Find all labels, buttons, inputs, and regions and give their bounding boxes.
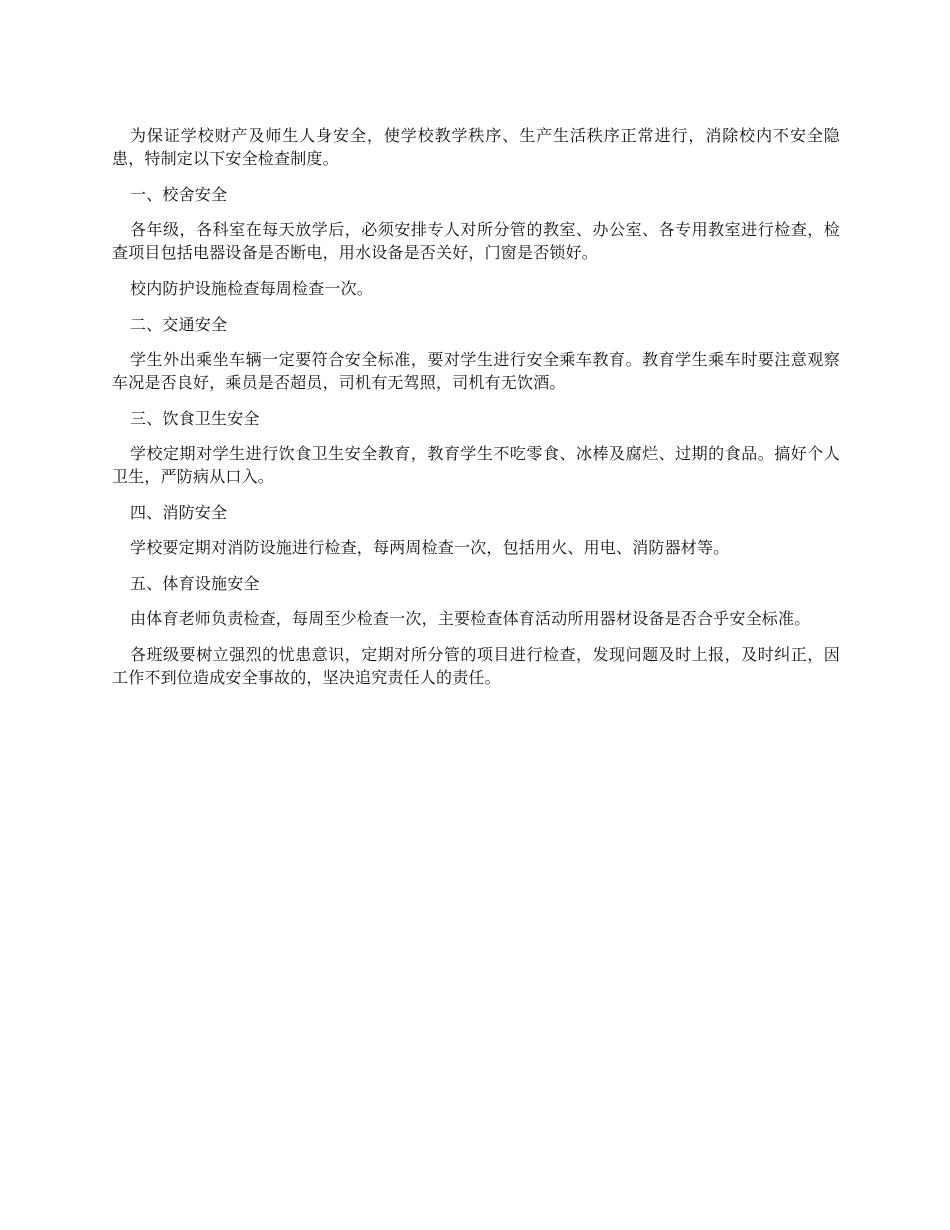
section-heading-school-buildings: 一、校舍安全	[130, 185, 228, 204]
traffic-paragraph: 学生外出乘坐车辆一定要符合安全标准，要对学生进行安全乘车教育。教育学生乘车时要注意观察车况是否良好，乘员是否超员，司机有无驾照，司机有无饮酒。	[112, 350, 840, 392]
section-heading-fire: 四、消防安全	[130, 503, 228, 522]
section-heading-food-hygiene: 三、饮食卫生安全	[130, 409, 260, 428]
school-buildings-paragraph: 各年级，各科室在每天放学后，必须安排专人对所分管的教室、办公室、各专用教室进行检查，检查项目包括电器设备是否断电，用水设备是否关好，门窗是否锁好。	[112, 220, 840, 262]
section-heading-sports: 五、体育设施安全	[130, 574, 260, 593]
protective-facilities-paragraph: 校内防护设施检查每周检查一次。	[130, 279, 374, 298]
intro-paragraph: 为保证学校财产及师生人身安全，使学校教学秩序、生产生活秩序正常进行，消除校内不安全隐患，特制定以下安全检查制度。	[112, 126, 840, 168]
section-heading-traffic: 二、交通安全	[130, 315, 228, 334]
sports-paragraph: 由体育老师负责检查，每周至少检查一次，主要检查体育活动所用器材设备是否合乎安全标准。	[130, 609, 811, 628]
fire-paragraph: 学校要定期对消防设施进行检查，每两周检查一次，包括用火、用电、消防器材等。	[130, 538, 730, 557]
food-hygiene-paragraph: 学校定期对学生进行饮食卫生安全教育，教育学生不吃零食、冰棒及腐烂、过期的食品。搞好个人卫生，严防病从口入。	[112, 444, 840, 486]
document-body	[112, 124, 840, 702]
closing-paragraph: 各班级要树立强烈的忧患意识，定期对所分管的项目进行检查，发现问题及时上报，及时纠正，因工作不到位造成安全事故的，坚决追究责任人的责任。	[112, 645, 840, 687]
